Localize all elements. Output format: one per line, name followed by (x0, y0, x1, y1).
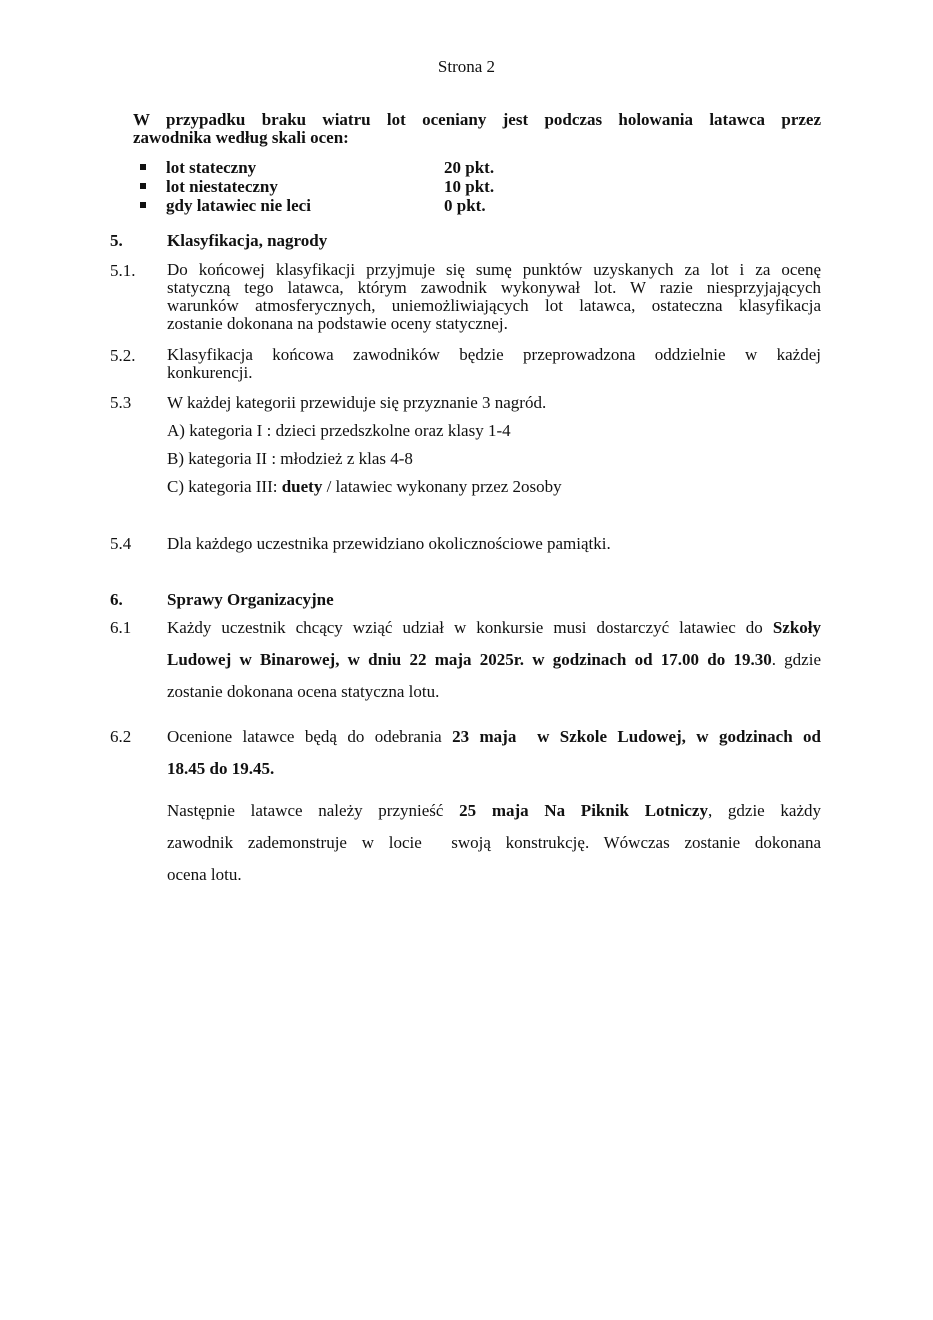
paragraph-line: zawodnik zademonstruje w locie swoją konstrukcję. Wówczas zostanie dokonana (167, 833, 821, 852)
category-c-suffix: / latawiec wykonany przez 2osoby (322, 477, 562, 496)
section-number: 6. (110, 590, 123, 609)
clause-line: Klasyfikacja końcowa zawodników będzie przeprowadzona oddzielnie w każdej (167, 345, 821, 364)
square-bullet-icon (140, 202, 146, 208)
clause-number: 5.4 (110, 534, 132, 553)
clause-line: zostanie dokonana na podstawie oceny statycznej. (167, 314, 508, 333)
bold-text: 23 maja (452, 727, 517, 746)
clause-line (167, 721, 821, 753)
plain-text: Każdy uczestnik chcący wziąć udział w konkursie musi dostarczyć latawiec do (167, 618, 773, 637)
spacing (516, 727, 537, 746)
clause-line: 18.45 do 19.45. (167, 759, 275, 778)
clause-number: 6.1 (110, 618, 132, 637)
plain-text: . gdzie (771, 650, 821, 669)
intro-line-2: zawodnika według skali ocen: (133, 128, 349, 147)
category-c-bold: duety (281, 477, 323, 496)
bold-text: 25 maja Na Piknik Lotniczy (459, 801, 708, 820)
no-wind-intro (133, 111, 821, 147)
rating-scale-list (133, 158, 633, 215)
scale-points: 20 pkt. (444, 158, 495, 177)
category-line: A) kategoria I : dzieci przedszkolne oraz klasy 1-4 (167, 421, 511, 440)
scale-points: 10 pkt. (444, 177, 495, 196)
list-item (133, 177, 633, 196)
intro-line-1: W przypadku braku wiatru lot oceniany jest podczas holowania latawca przez (133, 110, 821, 129)
clause-text (167, 612, 821, 708)
clause-line: zostanie dokonana ocena statyczna lotu. (167, 682, 440, 701)
scale-label: lot stateczny (166, 158, 257, 177)
category-line (167, 477, 821, 497)
clause-text (167, 261, 821, 333)
clause-text: Dla każdego uczestnika przewidziano okolicznościowe pamiątki. (167, 534, 611, 553)
clause-line (167, 644, 821, 676)
plain-text: , gdzie każdy (707, 801, 822, 820)
section-title: Sprawy Organizacyjne (167, 590, 334, 609)
page-number-header: Strona 2 (437, 57, 496, 76)
clause-text (167, 721, 821, 785)
clause-line: statyczną tego latawca, którym zawodnik wykonywał lot. W razie niesprzyjających (167, 278, 821, 297)
clause-line: konkurencji. (167, 363, 253, 382)
paragraph-text (167, 795, 821, 891)
list-item (133, 196, 633, 215)
square-bullet-icon (140, 183, 146, 189)
section-title: Klasyfikacja, nagrody (167, 231, 328, 250)
bold-text: Ludowej w Binarowej, w dniu 22 maja 2025r. w godzinach od 17.00 do 19.30 (167, 650, 772, 669)
clause-number: 5.2. (110, 346, 136, 365)
bold-text: w Szkole Ludowej, w godzinach od (537, 727, 822, 746)
clause-number: 5.3 (110, 393, 132, 412)
plain-text: Następnie latawce należy przynieść (167, 801, 460, 820)
category-c-prefix: C) kategoria III: (167, 477, 282, 496)
paragraph-line: ocena lotu. (167, 865, 242, 884)
clause-number: 6.2 (110, 727, 132, 746)
clause-line (167, 612, 821, 644)
clause-text: W każdej kategorii przewiduje się przyznanie 3 nagród. (167, 393, 547, 412)
paragraph-line (167, 795, 821, 827)
list-item (133, 158, 633, 177)
bold-text: Szkoły (772, 618, 821, 637)
section-number: 5. (110, 231, 123, 250)
scale-label: gdy latawiec nie leci (166, 196, 311, 215)
square-bullet-icon (140, 164, 146, 170)
clause-text (167, 346, 821, 382)
clause-line: warunków atmosferycznych, uniemożliwiających lot latawca, ostateczna klasyfikacja (167, 296, 821, 315)
clause-line: Do końcowej klasyfikacji przyjmuje się sumę punktów uzyskanych za lot i za ocenę (167, 260, 821, 279)
plain-text: Ocenione latawce będą do odebrania (167, 727, 453, 746)
category-line: B) kategoria II : młodzież z klas 4-8 (167, 449, 413, 468)
clause-number: 5.1. (110, 261, 136, 280)
scale-points: 0 pkt. (444, 196, 486, 215)
scale-label: lot niestateczny (166, 177, 278, 196)
